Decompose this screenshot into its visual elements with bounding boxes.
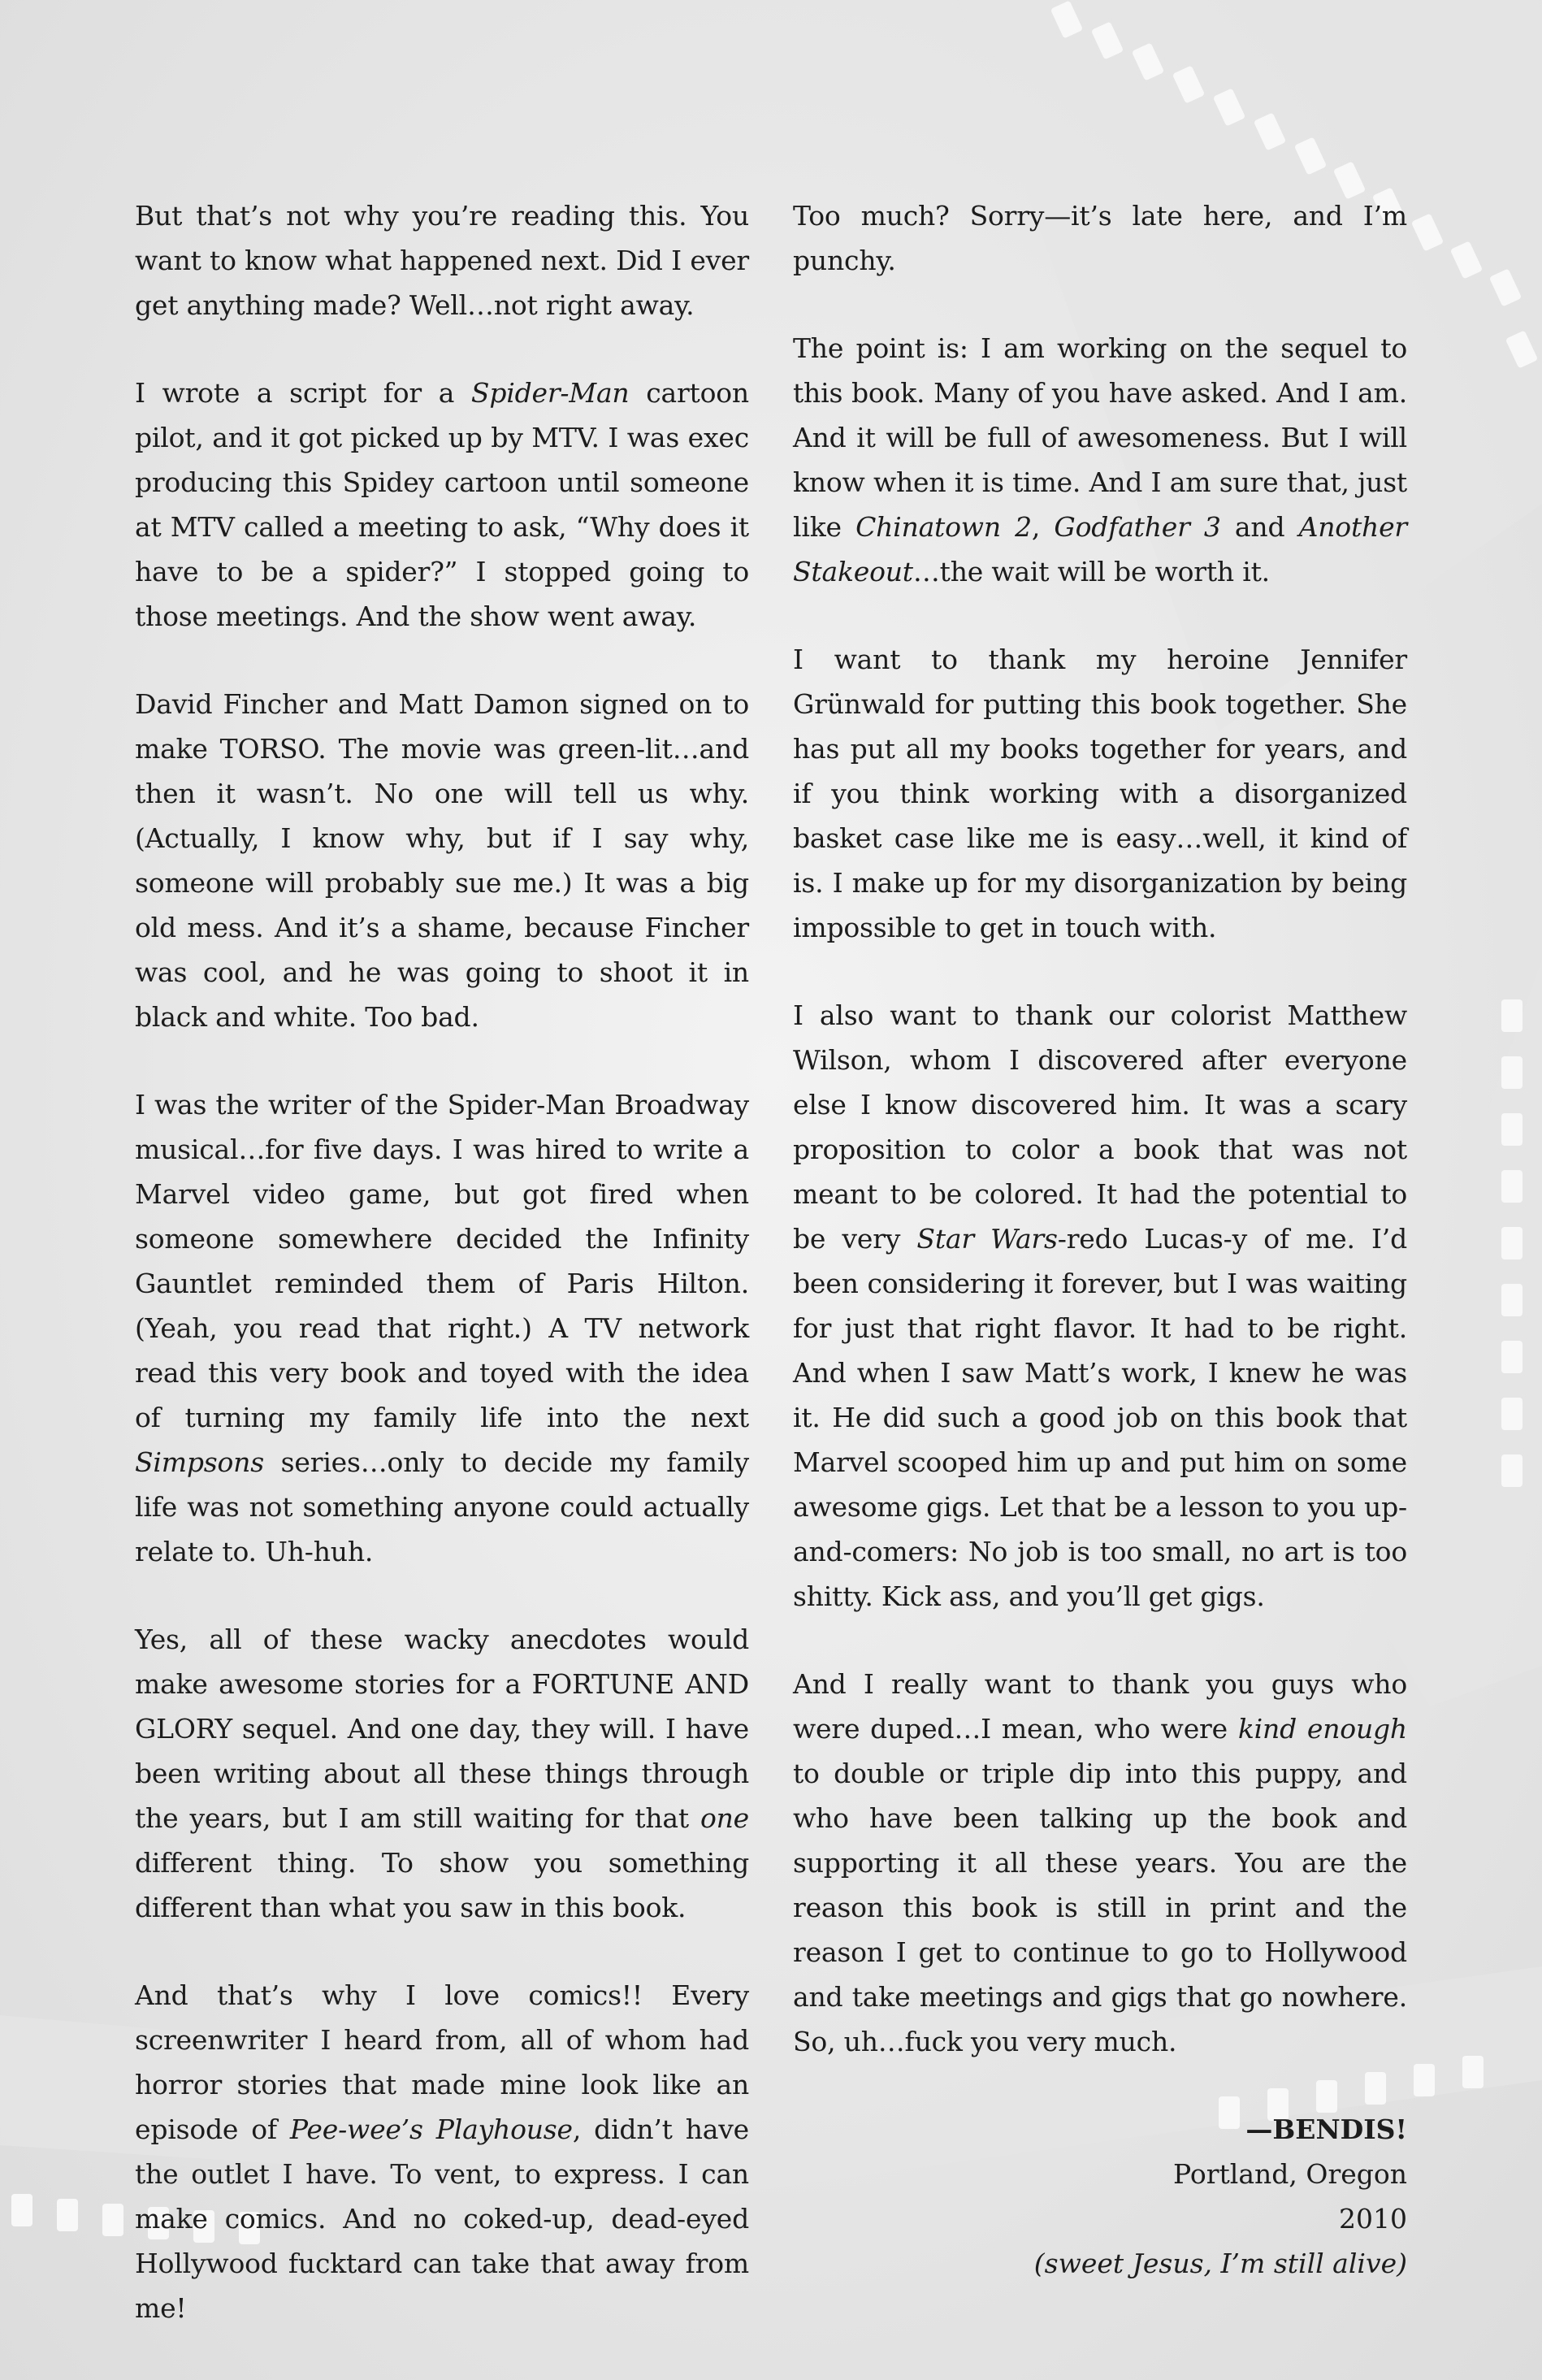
paragraph <box>135 682 749 1039</box>
italic-title: Godfather 3 <box>1054 511 1221 543</box>
italic-title: Another Stakeout <box>793 511 1407 587</box>
signoff <box>793 2107 1407 2286</box>
text-run: And I really want to thank you guys who were duped…I mean, who were <box>793 1668 1407 1745</box>
paragraph <box>135 371 749 639</box>
text-run: I want to thank my heroine Jennifer Grünwald for putting this book together. She has put all my books together for years, and if you think working with a disorganized basket case like me is easy…well, it kind of is. I make up for my disorganization by being impossible to get in touch with. <box>793 644 1407 943</box>
text-run: and <box>1220 511 1299 543</box>
paragraph <box>793 326 1407 594</box>
italic-title: kind enough <box>1237 1713 1407 1745</box>
text-run: The point is: I am working on the sequel to this book. Many of you have asked. And I am. And it will be full of awesomeness. But I will know when it is time. And I am sure that, just like <box>793 332 1407 543</box>
author-signature: —BENDIS! <box>1245 2113 1407 2145</box>
right-column <box>793 193 1407 2286</box>
text-run: , didn’t have the outlet I have. To vent, to express. I can make comics. And no coked-up, dead-eyed Hollywood fucktard can take that away from me! <box>135 2113 750 2324</box>
text-run: -redo Lucas-y of me. I’d been considering it forever, but I was waiting for just that right flavor. It had to be right. And when I saw Matt’s work, I knew he was it. He did such a good job on this book that Marvel scooped him up and put him on some awesome gigs. Let that be a lesson to you up-and-comers: No job is too small, no art is too shitty. Kick ass, and you’ll get gigs. <box>793 1223 1408 1612</box>
italic-title: Chinatown 2 <box>855 511 1032 543</box>
text-run: Too much? Sorry—it’s late here, and I’m punchy. <box>793 200 1407 276</box>
italic-title: Spider-Man <box>470 377 630 409</box>
italic-title: Star Wars <box>916 1223 1058 1255</box>
text-run: series…only to decide my family life was not something anyone could actually relate to. Uh-huh. <box>135 1446 749 1567</box>
left-column <box>135 193 749 2330</box>
paragraph <box>793 993 1407 1619</box>
paragraph <box>135 1973 749 2330</box>
italic-title: Simpsons <box>135 1446 264 1478</box>
text-run: I wrote a script for a <box>135 377 471 409</box>
text-run: different thing. To show you something different than what you saw in this book. <box>135 1847 749 1923</box>
paragraph <box>135 1617 749 1930</box>
paragraph <box>135 193 749 327</box>
italic-title: one <box>700 1802 749 1834</box>
paragraph <box>135 1082 749 1574</box>
text-run: I also want to thank our colorist Matthew Wilson, whom I discovered after everyone else I know discovered him. It was a scary proposition to color a book that was not meant to be colored. It had the potential to be very <box>793 999 1407 1255</box>
text-run: to double or triple dip into this puppy, and who have been talking up the book and supporting it all these years. You are the reason this book is still in print and the reason I get to continue to go to Hollywood and take meetings and gigs that go nowhere. So, uh…fuck you very much. <box>793 1758 1407 2057</box>
text-run: …the wait will be worth it. <box>912 556 1270 587</box>
signoff-year: 2010 <box>1339 2203 1407 2235</box>
text-run: David Fincher and Matt Damon signed on to make TORSO. The movie was green-lit…and then it wasn’t. No one will tell us why. (Actually, I know why, but if I say why, someone will probably sue me.) It was a big old mess. And it’s a shame, because Fincher was cool, and he was going to shoot it in black and white. Too bad. <box>135 688 749 1033</box>
paragraph <box>793 1662 1407 2064</box>
paragraph <box>793 193 1407 283</box>
text-run: And that’s why I love comics!! Every screenwriter I heard from, all of whom had horror stories that made mine look like an episode of <box>135 1979 749 2145</box>
paragraph <box>793 637 1407 950</box>
text-run: cartoon pilot, and it got picked up by MTV. I was exec producing this Spidey cartoon until someone at MTV called a meeting to ask, “Why does it have to be a spider?” I stopped going to those meetings. And the show went away. <box>135 377 749 632</box>
signoff-location: Portland, Oregon <box>1173 2158 1407 2190</box>
italic-title: Pee-wee’s Playhouse <box>289 2113 573 2145</box>
signoff-note: (sweet Jesus, I’m still alive) <box>1033 2248 1407 2279</box>
text-run: Yes, all of these wacky anecdotes would make awesome stories for a FORTUNE AND GLORY sequel. And one day, they will. I have been writing about all these things through the years, but I am still waiting for that <box>135 1624 749 1834</box>
text-run: But that’s not why you’re reading this. You want to know what happened next. Did I ever get anything made? Well…not right away. <box>135 200 749 321</box>
text-run: , <box>1031 511 1055 543</box>
text-run: I was the writer of the Spider-Man Broadway musical…for five days. I was hired to write a Marvel video game, but got fired when someone somewhere decided the Infinity Gauntlet reminded them of Paris Hilton. (Yeah, you read that right.) A TV network read this very book and toyed with the idea of turning my family life into the next <box>135 1089 749 1433</box>
